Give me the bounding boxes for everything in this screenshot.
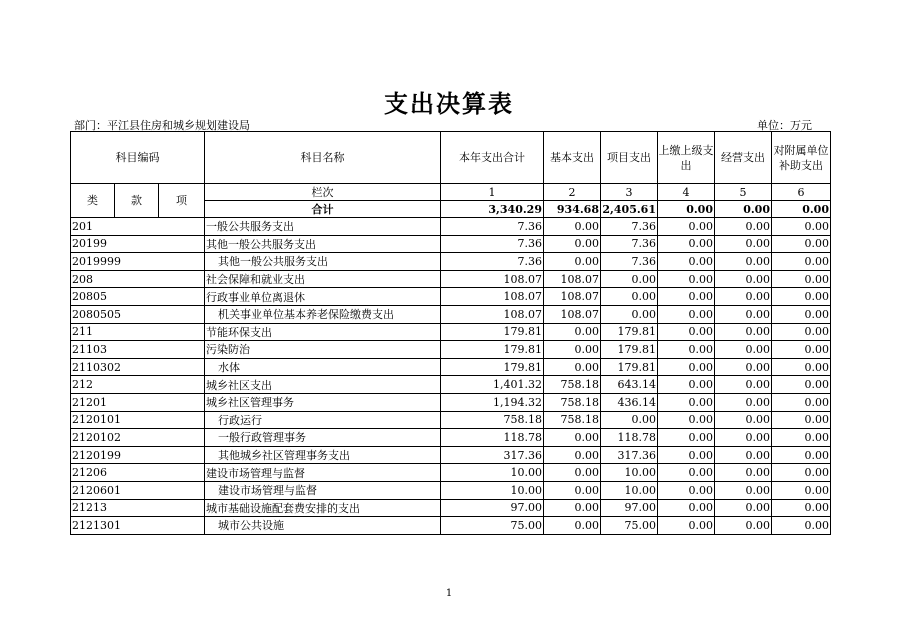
- amount-cell: 179.81: [441, 358, 544, 376]
- amount-cell: 75.00: [441, 517, 544, 535]
- subject-code: 2120102: [71, 429, 205, 447]
- subject-name: 建设市场管理与监督: [205, 464, 441, 482]
- amount-cell: 0.00: [544, 429, 601, 447]
- table-row: [71, 218, 831, 236]
- amount-cell: 108.07: [441, 305, 544, 323]
- amount-cell: 10.00: [441, 481, 544, 499]
- table-row: [71, 305, 831, 323]
- subject-code: 2120101: [71, 411, 205, 429]
- amount-cell: 10.00: [601, 481, 658, 499]
- department-label: 部门：平江县住房和城乡规划建设局: [74, 119, 250, 132]
- amount-cell: 0.00: [544, 235, 601, 253]
- amount-cell: 0.00: [715, 288, 772, 306]
- amount-cell: 0.00: [658, 288, 715, 306]
- subject-code: 2110302: [71, 358, 205, 376]
- amount-cell: 0.00: [715, 393, 772, 411]
- amount-cell: 108.07: [544, 288, 601, 306]
- subject-name: 城市公共设施: [205, 517, 441, 535]
- subject-name: 一般公共服务支出: [205, 218, 441, 236]
- amount-cell: 0.00: [601, 288, 658, 306]
- subject-code: 21201: [71, 393, 205, 411]
- column-number: 2: [544, 184, 601, 201]
- subject-code: 21103: [71, 341, 205, 359]
- total-value: 3,340.29: [441, 201, 544, 218]
- column-number: 6: [772, 184, 831, 201]
- subject-name: 其他城乡社区管理事务支出: [205, 446, 441, 464]
- column-number-row: [71, 184, 831, 201]
- subject-name: 机关事业单位基本养老保险缴费支出: [205, 305, 441, 323]
- column-number: 3: [601, 184, 658, 201]
- amount-cell: 1,194.32: [441, 393, 544, 411]
- amount-cell: 0.00: [772, 323, 831, 341]
- total-value: 0.00: [772, 201, 831, 218]
- unit-label: 单位：万元: [757, 119, 812, 132]
- amount-cell: 0.00: [658, 393, 715, 411]
- amount-cell: 0.00: [658, 270, 715, 288]
- code-group-header: 科目编码: [71, 132, 205, 184]
- table-row: [71, 358, 831, 376]
- subject-code: 2120199: [71, 446, 205, 464]
- amount-cell: 7.36: [441, 253, 544, 271]
- amount-cell: 0.00: [601, 305, 658, 323]
- lei-header: 类: [71, 184, 115, 218]
- amount-cell: 0.00: [772, 218, 831, 236]
- amount-cell: 0.00: [715, 341, 772, 359]
- amount-cell: 179.81: [441, 341, 544, 359]
- project-header: 项目支出: [601, 132, 658, 184]
- amount-cell: 108.07: [441, 270, 544, 288]
- amount-cell: 0.00: [715, 253, 772, 271]
- table-row: [71, 446, 831, 464]
- amount-cell: 10.00: [441, 464, 544, 482]
- amount-cell: 0.00: [658, 253, 715, 271]
- expenditure-table: [70, 131, 831, 535]
- total-value: 0.00: [715, 201, 772, 218]
- amount-cell: 0.00: [772, 517, 831, 535]
- amount-cell: 0.00: [772, 235, 831, 253]
- page-number: 1: [445, 588, 453, 599]
- amount-cell: 0.00: [544, 358, 601, 376]
- amount-cell: 0.00: [658, 235, 715, 253]
- amount-cell: 118.78: [601, 429, 658, 447]
- amount-cell: 0.00: [715, 323, 772, 341]
- subject-name: 行政事业单位离退休: [205, 288, 441, 306]
- subject-name: 污染防治: [205, 341, 441, 359]
- subject-name: 行政运行: [205, 411, 441, 429]
- column-number: 1: [441, 184, 544, 201]
- amount-cell: 1,401.32: [441, 376, 544, 394]
- amount-cell: 0.00: [658, 446, 715, 464]
- amount-cell: 0.00: [772, 305, 831, 323]
- remit-header: 上缴上级支出: [658, 132, 715, 184]
- subject-code: 2121301: [71, 517, 205, 535]
- amount-cell: 0.00: [772, 411, 831, 429]
- table-row: [71, 411, 831, 429]
- amount-cell: 436.14: [601, 393, 658, 411]
- subject-code: 212: [71, 376, 205, 394]
- amount-cell: 0.00: [772, 481, 831, 499]
- amount-cell: 108.07: [544, 305, 601, 323]
- amount-cell: 0.00: [772, 288, 831, 306]
- amount-cell: 0.00: [601, 411, 658, 429]
- amount-cell: 0.00: [715, 235, 772, 253]
- amount-cell: 0.00: [544, 464, 601, 482]
- subject-name: 城乡社区管理事务: [205, 393, 441, 411]
- amount-cell: 179.81: [441, 323, 544, 341]
- amount-cell: 0.00: [544, 446, 601, 464]
- amount-cell: 179.81: [601, 358, 658, 376]
- name-header: 科目名称: [205, 132, 441, 184]
- kuan-header: 款: [115, 184, 159, 218]
- amount-cell: 0.00: [658, 358, 715, 376]
- amount-cell: 179.81: [601, 341, 658, 359]
- amount-cell: 758.18: [544, 411, 601, 429]
- amount-cell: 179.81: [601, 323, 658, 341]
- total-header: 本年支出合计: [441, 132, 544, 184]
- xiang-header: 项: [159, 184, 205, 218]
- subject-code: 208: [71, 270, 205, 288]
- amount-cell: 0.00: [715, 411, 772, 429]
- subject-name: 其他一般公共服务支出: [205, 235, 441, 253]
- amount-cell: 758.18: [544, 376, 601, 394]
- totals-label: 合计: [205, 201, 441, 218]
- amount-cell: 0.00: [601, 270, 658, 288]
- amount-cell: 0.00: [715, 446, 772, 464]
- amount-cell: 108.07: [544, 270, 601, 288]
- subject-code: 20199: [71, 235, 205, 253]
- amount-cell: 10.00: [601, 464, 658, 482]
- subject-name: 建设市场管理与监督: [205, 481, 441, 499]
- table-row: [71, 481, 831, 499]
- amount-cell: 97.00: [441, 499, 544, 517]
- amount-cell: 0.00: [715, 305, 772, 323]
- amount-cell: 7.36: [441, 218, 544, 236]
- header-row: [71, 132, 831, 184]
- amount-cell: 0.00: [544, 481, 601, 499]
- total-value: 2,405.61: [602, 202, 656, 216]
- amount-cell: 0.00: [658, 341, 715, 359]
- amount-cell: 0.00: [658, 481, 715, 499]
- basic-header: 基本支出: [544, 132, 601, 184]
- amount-cell: 0.00: [544, 253, 601, 271]
- amount-cell: 0.00: [658, 464, 715, 482]
- subject-code: 211: [71, 323, 205, 341]
- amount-cell: 758.18: [441, 411, 544, 429]
- amount-cell: 317.36: [601, 446, 658, 464]
- amount-cell: 0.00: [772, 253, 831, 271]
- amount-cell: 0.00: [772, 446, 831, 464]
- table-row: [71, 499, 831, 517]
- lanci-label: 栏次: [205, 184, 441, 201]
- amount-cell: 0.00: [715, 429, 772, 447]
- amount-cell: 0.00: [544, 517, 601, 535]
- amount-cell: 0.00: [658, 376, 715, 394]
- amount-cell: 0.00: [772, 429, 831, 447]
- table-row: [71, 429, 831, 447]
- table-row: [71, 376, 831, 394]
- subject-code: 2080505: [71, 305, 205, 323]
- amount-cell: 0.00: [772, 341, 831, 359]
- amount-cell: 7.36: [601, 253, 658, 271]
- table-row: [71, 393, 831, 411]
- amount-cell: 0.00: [715, 376, 772, 394]
- amount-cell: 0.00: [658, 411, 715, 429]
- amount-cell: 0.00: [658, 305, 715, 323]
- subject-code: 2019999: [71, 253, 205, 271]
- amount-cell: 7.36: [441, 235, 544, 253]
- table-row: [71, 341, 831, 359]
- amount-cell: 0.00: [658, 323, 715, 341]
- amount-cell: 643.14: [601, 376, 658, 394]
- subject-name: 城市基础设施配套费安排的支出: [205, 499, 441, 517]
- amount-cell: 7.36: [601, 235, 658, 253]
- subject-code: 21213: [71, 499, 205, 517]
- amount-cell: 0.00: [658, 499, 715, 517]
- subject-name: 水体: [205, 358, 441, 376]
- total-value: 934.68: [544, 201, 601, 218]
- amount-cell: 0.00: [544, 323, 601, 341]
- subject-code: 20805: [71, 288, 205, 306]
- amount-cell: 0.00: [715, 358, 772, 376]
- amount-cell: 0.00: [658, 218, 715, 236]
- amount-cell: 0.00: [658, 429, 715, 447]
- subject-code: 21206: [71, 464, 205, 482]
- amount-cell: 0.00: [772, 499, 831, 517]
- amount-cell: 0.00: [772, 270, 831, 288]
- subject-name: 节能环保支出: [205, 323, 441, 341]
- table-title: 支出决算表: [384, 90, 514, 118]
- table-row: [71, 517, 831, 535]
- amount-cell: 0.00: [715, 270, 772, 288]
- subject-name: 城乡社区支出: [205, 376, 441, 394]
- column-number: 4: [658, 184, 715, 201]
- amount-cell: 0.00: [658, 517, 715, 535]
- total-value: 0.00: [658, 201, 715, 218]
- table-row: [71, 464, 831, 482]
- table-row: [71, 288, 831, 306]
- amount-cell: 0.00: [772, 393, 831, 411]
- subsidy-header: 对附属单位补助支出: [772, 132, 831, 184]
- table-row: [71, 253, 831, 271]
- amount-cell: 75.00: [601, 517, 658, 535]
- subject-code: 2120601: [71, 481, 205, 499]
- amount-cell: 0.00: [544, 499, 601, 517]
- amount-cell: 0.00: [715, 499, 772, 517]
- amount-cell: 0.00: [715, 464, 772, 482]
- amount-cell: 0.00: [772, 376, 831, 394]
- table-row: [71, 235, 831, 253]
- amount-cell: 108.07: [441, 288, 544, 306]
- amount-cell: 0.00: [772, 464, 831, 482]
- amount-cell: 0.00: [772, 358, 831, 376]
- subject-code: 201: [71, 218, 205, 236]
- subject-name: 其他一般公共服务支出: [205, 253, 441, 271]
- amount-cell: 118.78: [441, 429, 544, 447]
- amount-cell: 0.00: [715, 517, 772, 535]
- subject-name: 社会保障和就业支出: [205, 270, 441, 288]
- amount-cell: 7.36: [601, 218, 658, 236]
- table-row: [71, 270, 831, 288]
- amount-cell: 0.00: [544, 218, 601, 236]
- amount-cell: 317.36: [441, 446, 544, 464]
- amount-cell: 97.00: [601, 499, 658, 517]
- operating-header: 经营支出: [715, 132, 772, 184]
- amount-cell: 0.00: [715, 481, 772, 499]
- table-row: [71, 323, 831, 341]
- amount-cell: 0.00: [715, 218, 772, 236]
- column-number: 5: [715, 184, 772, 201]
- amount-cell: 0.00: [544, 341, 601, 359]
- subject-name: 一般行政管理事务: [205, 429, 441, 447]
- amount-cell: 758.18: [544, 393, 601, 411]
